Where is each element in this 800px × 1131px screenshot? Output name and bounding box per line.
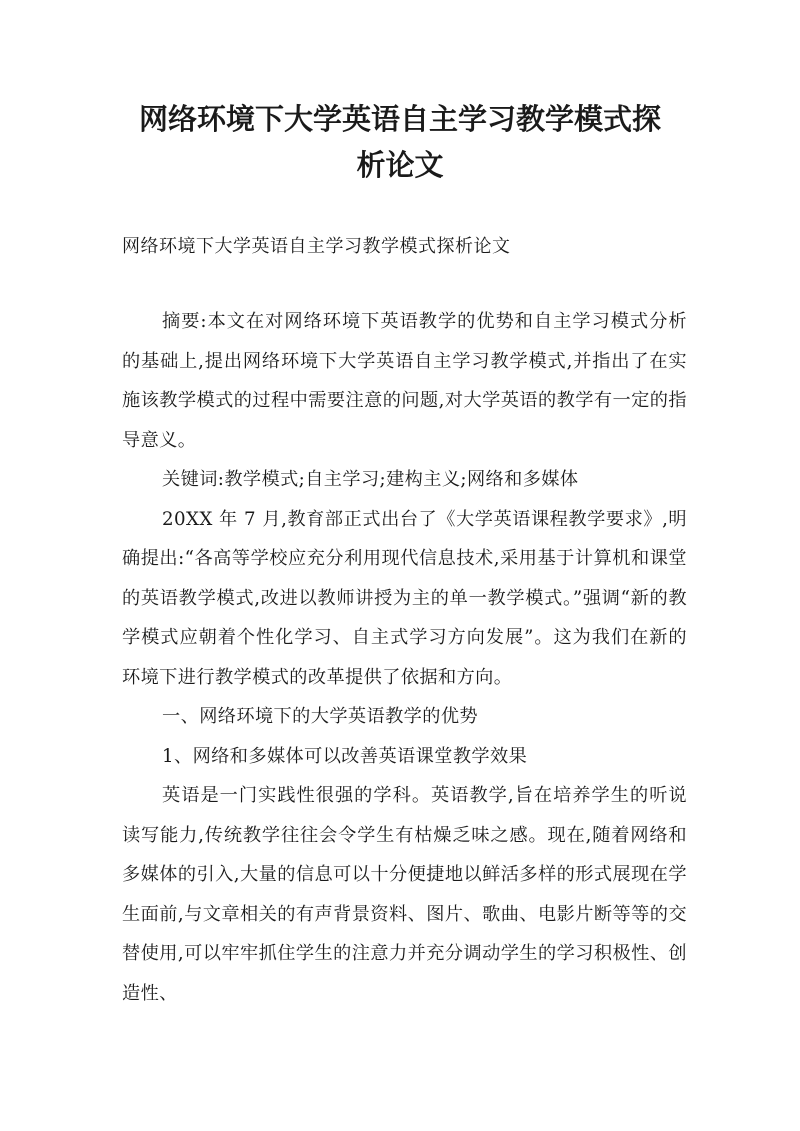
body-paragraph: 英语是一门实践性很强的学科。英语教学,旨在培养学生的听说读写能力,传统教学往往会令学生有枯燥乏味之感。现在,随着网络和多媒体的引入,大量的信息可以十分便捷地以鲜活多样的形式展现在学生面前,与文章相关的有声背景资料、图片、歌曲、电影片断等等的交替使用,可以牢牢抓住学生的注意力并充分调动学生的学习积极性、创造性、 <box>122 785 687 1004</box>
title-line-1: 网络环境下大学英语自主学习教学模式探 <box>138 102 661 136</box>
title-line-2: 析论文 <box>356 148 444 182</box>
keywords-paragraph: 关键词:教学模式;自主学习;建构主义;网络和多媒体 <box>162 469 579 490</box>
document-body <box>122 302 687 1013</box>
abstract-paragraph: 摘要:本文在对网络环境下英语教学的优势和自主学习模式分析的基础上,提出网络环境下大学英语自主学习教学模式,并指出了在实施该教学模式的过程中需要注意的问题,对大学英语的教学有一定的指导意义。 <box>122 311 687 451</box>
intro-paragraph: 20XX 年 7 月,教育部正式出台了《大学英语课程教学要求》,明确提出:“各高等学校应充分利用现代信息技术,采用基于计算机和课堂的英语教学模式,改进以教师讲授为主的单一教学模式。”强调“新的教学模式应朝着个性化学习、自主式学习方向发展”。这为我们在新的环境下进行教学模式的改革提供了依据和方向。 <box>122 508 687 688</box>
subsection-heading-1: 1、网络和多媒体可以改善英语课堂教学效果 <box>162 745 528 767</box>
section-heading-1: 一、网络环境下的大学英语教学的优势 <box>162 706 479 727</box>
document-title <box>110 96 690 188</box>
document-subtitle: 网络环境下大学英语自主学习教学模式探析论文 <box>122 236 511 257</box>
